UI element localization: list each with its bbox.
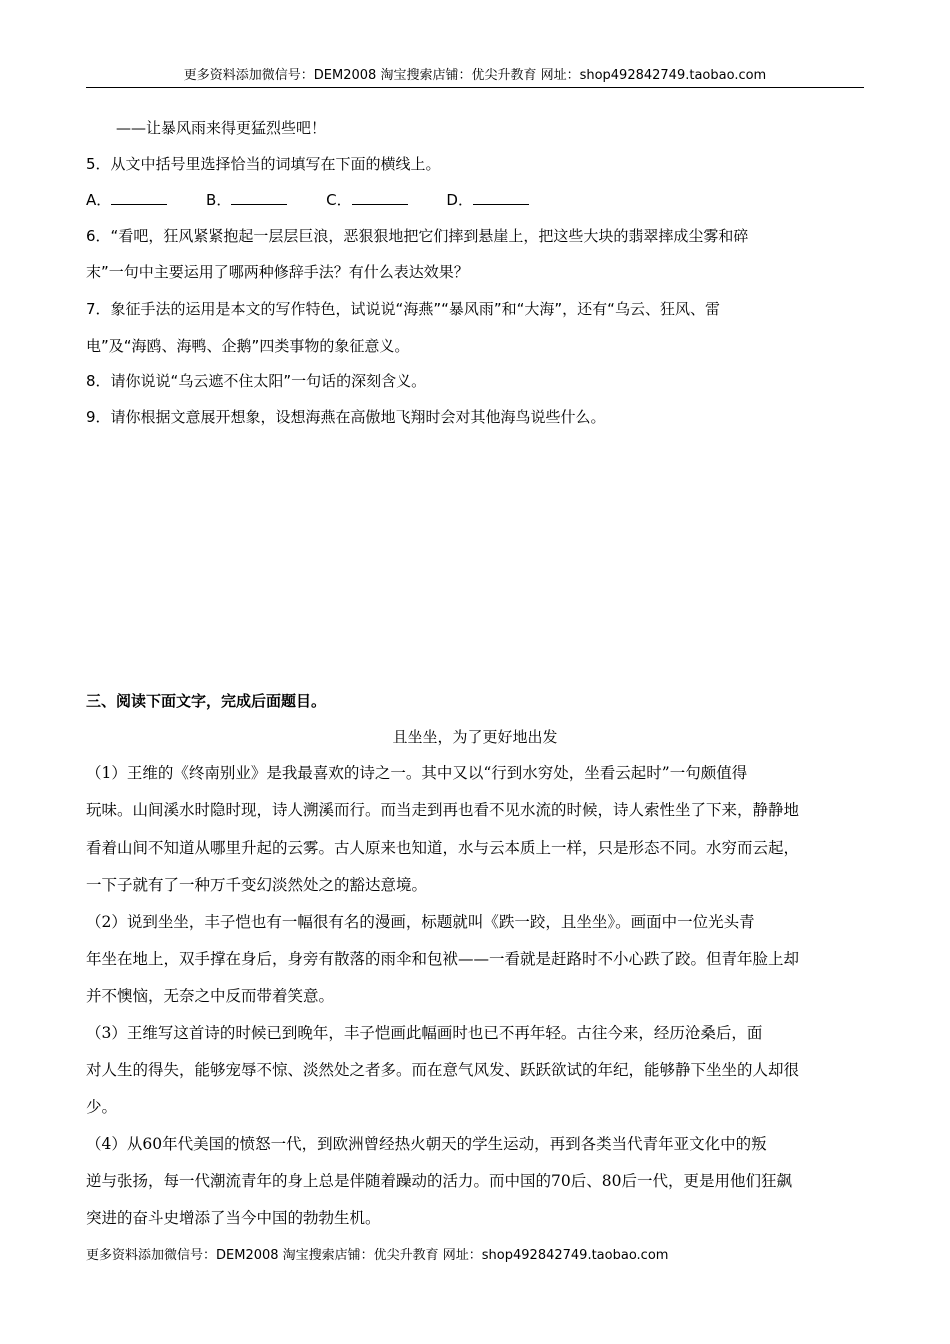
poem-closing-line: ——让暴风雨来得更猛烈些吧！ <box>116 119 327 137</box>
question-7-line-2: 电”及“海鸥、海鸭、企鹅”四类事物的象征意义。 <box>86 337 410 355</box>
question-5: 5．从文中括号里选择恰当的词填写在下面的横线上。 <box>86 155 441 173</box>
answer-blanks <box>86 190 563 210</box>
paragraph-1-line: 玩味。山间溪水时隐时现，诗人溯溪而行。而当走到再也看不见水流的时候，诗人索性坐了下来，静静地 <box>86 801 800 819</box>
paragraph-4-line: （4）从60年代美国的愤怒一代，到欧洲曾经热火朝天的学生运动，再到各类当代青年亚文化中的叛 <box>86 1135 767 1153</box>
paragraph-1-line: （1）王维的《终南别业》是我最喜欢的诗之一。其中又以“行到水穷处，坐看云起时”一句颇值得 <box>86 764 748 782</box>
option-c: C． <box>326 190 407 210</box>
question-8: 8．请你说说“乌云遮不住太阳”一句话的深刻含义。 <box>86 372 427 390</box>
paragraph-4-line: 突进的奋斗史增添了当今中国的勃勃生机。 <box>86 1209 381 1227</box>
paragraph-2-line: 并不懊恼，无奈之中反而带着笑意。 <box>86 987 335 1005</box>
blank-c[interactable] <box>352 190 408 205</box>
header-divider <box>86 87 864 88</box>
paragraph-2-line: 年坐在地上，双手撑在身后，身旁有散落的雨伞和包袱——一看就是赶路时不小心跌了跤。但青年脸上却 <box>86 950 800 968</box>
question-6-line-2: 末”一句中主要运用了哪两种修辞手法？有什么表达效果？ <box>86 263 469 281</box>
paragraph-1-line: 看着山间不知道从哪里升起的云雾。古人原来也知道，水与云本质上一样，只是形态不同。水穷而云起， <box>86 839 800 857</box>
page-footer: 更多资料添加微信号：DEM2008 淘宝搜索店铺：优尖升教育 网址：shop492842749.taobao.com <box>86 1248 669 1263</box>
blank-a[interactable] <box>111 190 167 205</box>
paragraph-4-line: 逆与张扬，每一代潮流青年的身上总是伴随着躁动的活力。而中国的70后、80后一代，更是用他们狂飙 <box>86 1172 792 1190</box>
option-a: A． <box>86 190 167 210</box>
paragraph-3-line: （3）王维写这首诗的时候已到晚年，丰子恺画此幅画时也已不再年轻。古往今来，经历沧桑后，面 <box>86 1024 763 1042</box>
page-header: 更多资料添加微信号：DEM2008 淘宝搜索店铺：优尖升教育 网址：shop492842749.taobao.com <box>183 68 767 83</box>
section-3-heading: 三、阅读下面文字，完成后面题目。 <box>86 692 327 710</box>
paragraph-1-line: 一下子就有了一种万千变幻淡然处之的豁达意境。 <box>86 876 428 894</box>
paragraph-3-line: 对人生的得失，能够宠辱不惊、淡然处之者多。而在意气风发、跃跃欲试的年纪，能够静下坐坐的人却很 <box>86 1061 800 1079</box>
paragraph-2-line: （2）说到坐坐，丰子恺也有一幅很有名的漫画，标题就叫《跌一跤，且坐坐》。画面中一位光头青 <box>86 913 755 931</box>
question-7-line-1: 7．象征手法的运用是本文的写作特色，试说说“海燕”“暴风雨”和“大海”，还有“乌云、狂风、雷 <box>86 300 720 318</box>
option-b: B． <box>206 190 287 210</box>
article-title: 且坐坐，为了更好地出发 <box>392 728 558 746</box>
option-d: D． <box>446 190 529 210</box>
question-9: 9．请你根据文意展开想象，设想海燕在高傲地飞翔时会对其他海鸟说些什么。 <box>86 408 606 426</box>
blank-b[interactable] <box>231 190 287 205</box>
question-6-line-1: 6．“看吧，狂风紧紧抱起一层层巨浪，恶狠狠地把它们摔到悬崖上，把这些大块的翡翠摔成尘雾和碎 <box>86 227 749 245</box>
paragraph-3-line: 少。 <box>86 1098 118 1116</box>
blank-d[interactable] <box>473 190 529 205</box>
